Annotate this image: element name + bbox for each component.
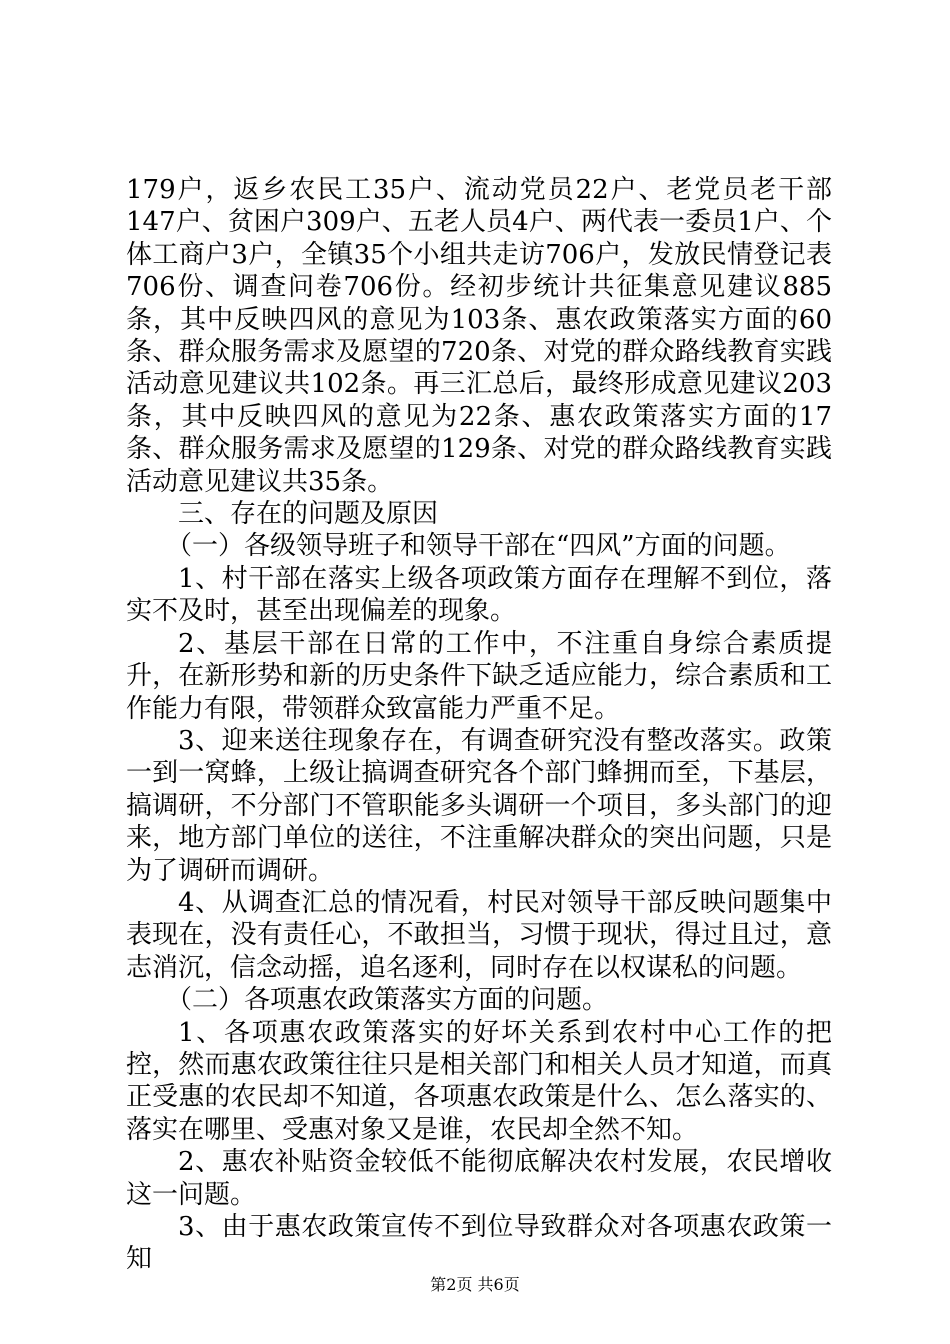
paragraph-policy-item-2: 2、惠农补贴资金较低不能彻底解决农村发展，农民增收这一问题。 (126, 1147, 832, 1210)
paragraph-statistics: 179户，返乡农民工35户、流动党员22户、老党员老干部147户、贫困户309户、五老人员4户、两代表一委员1户、个体工商户3户，全镇35个小组共走访706户，发放民情登记表706份、调查问卷706份。经初步统计共征集意见建议885条，其中反映四风的意见为103条、惠农政策落实方面的60条、群众服务需求及愿望的720条、对党的群众路线教育实践活动意见建议共102条。再三汇总后，最终形成意见建议203条，其中反映四风的意见为22条、惠农政策落实方面的17条、群众服务需求及愿望的129条、对党的群众路线教育实践活动意见建议共35条。 (126, 175, 832, 497)
paragraph-item-4: 4、从调查汇总的情况看，村民对领导干部反映问题集中表现在，没有责任心，不敢担当，习惯于现状，得过且过，意志消沉，信念动摇，追名逐利，同时存在以权谋私的问题。 (126, 887, 832, 983)
page-footer: 第2页 共6页 (430, 1275, 520, 1294)
subheading-four-winds: （一）各级领导班子和领导干部在“四风”方面的问题。 (166, 531, 791, 562)
document-body (126, 174, 832, 1276)
section-heading-problems: 三、存在的问题及原因 (178, 499, 439, 530)
paragraph-item-2: 2、基层干部在日常的工作中，不注重自身综合素质提升，在新形势和新的历史条件下缺乏适应能力，综合素质和工作能力有限，带领群众致富能力严重不足。 (126, 628, 832, 724)
paragraph-item-1: 1、村干部在落实上级各项政策方面存在理解不到位，落实不及时，甚至出现偏差的现象。 (126, 563, 832, 627)
subheading-policy: （二）各项惠农政策落实方面的问题。 (166, 985, 609, 1016)
paragraph-policy-item-1: 1、各项惠农政策落实的好坏关系到农村中心工作的把控，然而惠农政策往往只是相关部门和相关人员才知道，而真正受惠的农民却不知道，各项惠农政策是什么、怎么落实的、落实在哪里、受惠对象又是谁，农民却全然不知。 (126, 1017, 832, 1145)
paragraph-policy-item-3: 3、由于惠农政策宣传不到位导致群众对各项惠农政策一知 (126, 1212, 832, 1275)
paragraph-item-3: 3、迎来送往现象存在，有调查研究没有整改落实。政策一到一窝蜂，上级让搞调查研究各个部门蜂拥而至，下基层，搞调研，不分部门不管职能多头调研一个项目，多头部门的迎来，地方部门单位的送往，不注重解决群众的突出问题，只是为了调研而调研。 (126, 725, 832, 886)
